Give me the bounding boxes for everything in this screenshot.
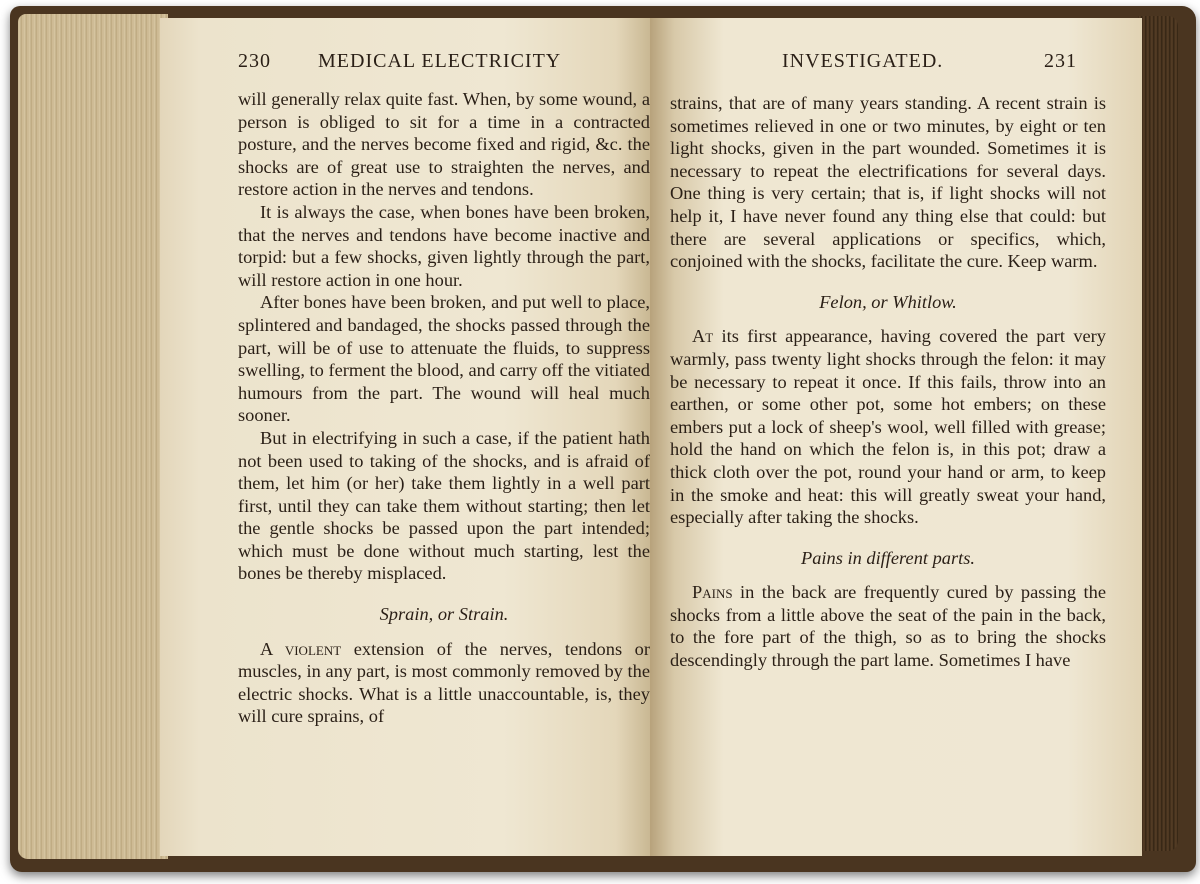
section-text: extension of the nerves, tendons or muscles, in any part, is most commonly removed by the electric shocks. What is a little unaccountable, is, they will cure sprains, of: [238, 638, 650, 727]
right-page-number: 231: [1044, 50, 1077, 72]
right-paragraph: [670, 581, 1106, 671]
left-paragraph: It is always the case, when bones have been broken, that the nerves and tendons have become inactive and torpid: but a few shocks, given lightly through the part, will restore action in one hour.: [238, 201, 650, 290]
section-lead-words: A violent: [260, 638, 342, 659]
section-text: in the back are frequently cured by passing the shocks from a little above the seat of the pain in the back, to the fore part of the thigh, so as to bring the shocks descendingly through the part lame. Sometimes I have: [670, 582, 1106, 671]
left-running-head: MEDICAL ELECTRICITY: [318, 50, 562, 72]
left-paragraph: But in electrifying in such a case, if the patient hath not been used to taking of the shocks, and is afraid of them, let him (or her) take them lightly in a well part first, until they can take them without starting; then let the gentle shocks be passed upon the part intended; which must be done without much starting, lest the bones be thereby misplaced.: [238, 427, 650, 584]
left-page: [160, 18, 650, 856]
page-edges-right: [1138, 16, 1178, 851]
right-paragraph: [670, 325, 1106, 528]
right-body-text: [670, 92, 1106, 672]
right-page: [650, 18, 1142, 856]
left-paragraph: After bones have been broken, and put well to place, splintered and bandaged, the shocks passed through the part, will be of use to attenuate the fluids, to suppress swelling, to ferment the blood, and carry off the vitiated humours from the part. The wound will heal much sooner.: [238, 292, 650, 426]
left-page-number: 230: [238, 50, 271, 72]
left-paragraph: will generally relax quite fast. When, by some wound, a person is obliged to sit for a time in a contracted posture, and the nerves become fixed and rigid, &c. the shocks are of great use to straighten the nerves, and restore action in the nerves and tendons.: [238, 89, 650, 200]
section-text: its first appearance, having covered the part very warmly, pass twenty light shocks through the felon: it may be necessary to repeat it once. If this fails, throw into an earthen, or some other pot, some hot embers; on these embers put a lock of sheep's wool, well filled with grease; hold the hand on which the felon is, in this pot; draw a thick cloth over the pot, round your hand or arm, to keep in the smoke and heat: this will greatly sweat your hand, especially after taking the shocks.: [670, 326, 1106, 528]
page-edges-left: [18, 14, 168, 859]
section-heading-pains: Pains in different parts.: [800, 547, 976, 568]
right-paragraph: strains, that are of many years standing. A recent strain is sometimes relieved in one or two minutes, by eight or ten light shocks, given in the part wounded. Sometimes it is necessary to repeat the electrifications for several days. One thing is very certain; that is, if light shocks will not help it, I have never found any thing else that could: but there are several applications or specifics, which, conjoined with the shocks, facilitate the cure. Keep warm.: [670, 93, 1106, 272]
section-lead-words: At: [692, 326, 714, 347]
left-body-text: [238, 88, 650, 728]
right-running-head: INVESTIGATED.: [782, 50, 944, 72]
section-lead-words: Pains: [692, 582, 733, 603]
left-paragraph: [238, 638, 650, 728]
section-heading-felon: Felon, or Whitlow.: [819, 291, 957, 312]
section-heading-sprain: Sprain, or Strain.: [379, 604, 509, 625]
